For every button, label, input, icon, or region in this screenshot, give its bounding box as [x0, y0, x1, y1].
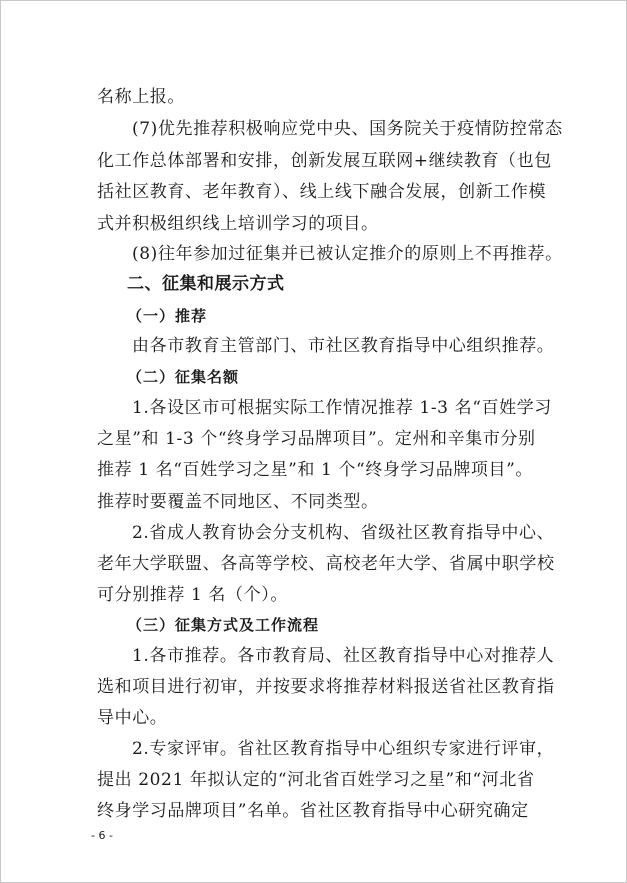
paragraph-line: 1.各市推荐。各市教育局、社区教育指导中心对推荐人 — [132, 646, 555, 666]
paragraph-line: 由各市教育主管部门、市社区教育指导中心组织推荐。 — [132, 336, 555, 356]
paragraph-line: (7)优先推荐积极响应党中央、国务院关于疫情防控常态 — [132, 119, 563, 139]
paragraph-line: 名称上报。 — [97, 87, 185, 107]
paragraph-line: 导中心。 — [97, 708, 168, 728]
paragraph-line: 2.专家评审。省社区教育指导中心组织专家进行评审， — [132, 739, 555, 759]
paragraph-line: (8)往年参加过征集并已被认定推介的原则上不再推荐。 — [132, 244, 563, 264]
paragraph-line: 之星”和 1-3 个“终身学习品牌项目”。定州和辛集市分别 — [97, 429, 536, 449]
paragraph-line: 终身学习品牌项目”名单。省社区教育指导中心研究确定 — [97, 801, 529, 821]
section-heading: 二、征集和展示方式 — [127, 274, 285, 294]
paragraph-line: 老年大学联盟、各高等学校、高校老年大学、省属中职学校 — [97, 554, 555, 574]
paragraph-line: 推荐 1 名“百姓学习之星”和 1 个“终身学习品牌项目”。 — [97, 460, 534, 480]
paragraph-line: 式并积极组织线上培训学习的项目。 — [97, 214, 379, 234]
paragraph-line: 选和项目进行初审，并按要求将推荐材料报送省社区教育指 — [97, 677, 555, 697]
subsection-heading: （一）推荐 — [127, 307, 208, 325]
subsection-heading: （三）征集方式及工作流程 — [127, 616, 320, 634]
paragraph-line: 提出 2021 年拟认定的“河北省百姓学习之星”和“河北省 — [97, 770, 535, 790]
paragraph-line: 化工作总体部署和安排，创新发展互联网+继续教育（也包 — [97, 151, 552, 171]
paragraph-line: 1.各设区市可根据实际工作情况推荐 1-3 名“百姓学习 — [132, 398, 552, 418]
paragraph-line: 推荐时要覆盖不同地区、不同类型。 — [97, 492, 379, 512]
paragraph-line: 2.省成人教育协会分支机构、省级社区教育指导中心、 — [132, 523, 555, 543]
paragraph-line: 括社区教育、老年教育）、线上线下融合发展，创新工作模 — [97, 182, 547, 202]
page-number: - 6 - — [91, 829, 113, 842]
paragraph-line: 可分别推荐 1 名（个）。 — [97, 585, 288, 605]
subsection-heading: （二）征集名额 — [127, 368, 240, 386]
